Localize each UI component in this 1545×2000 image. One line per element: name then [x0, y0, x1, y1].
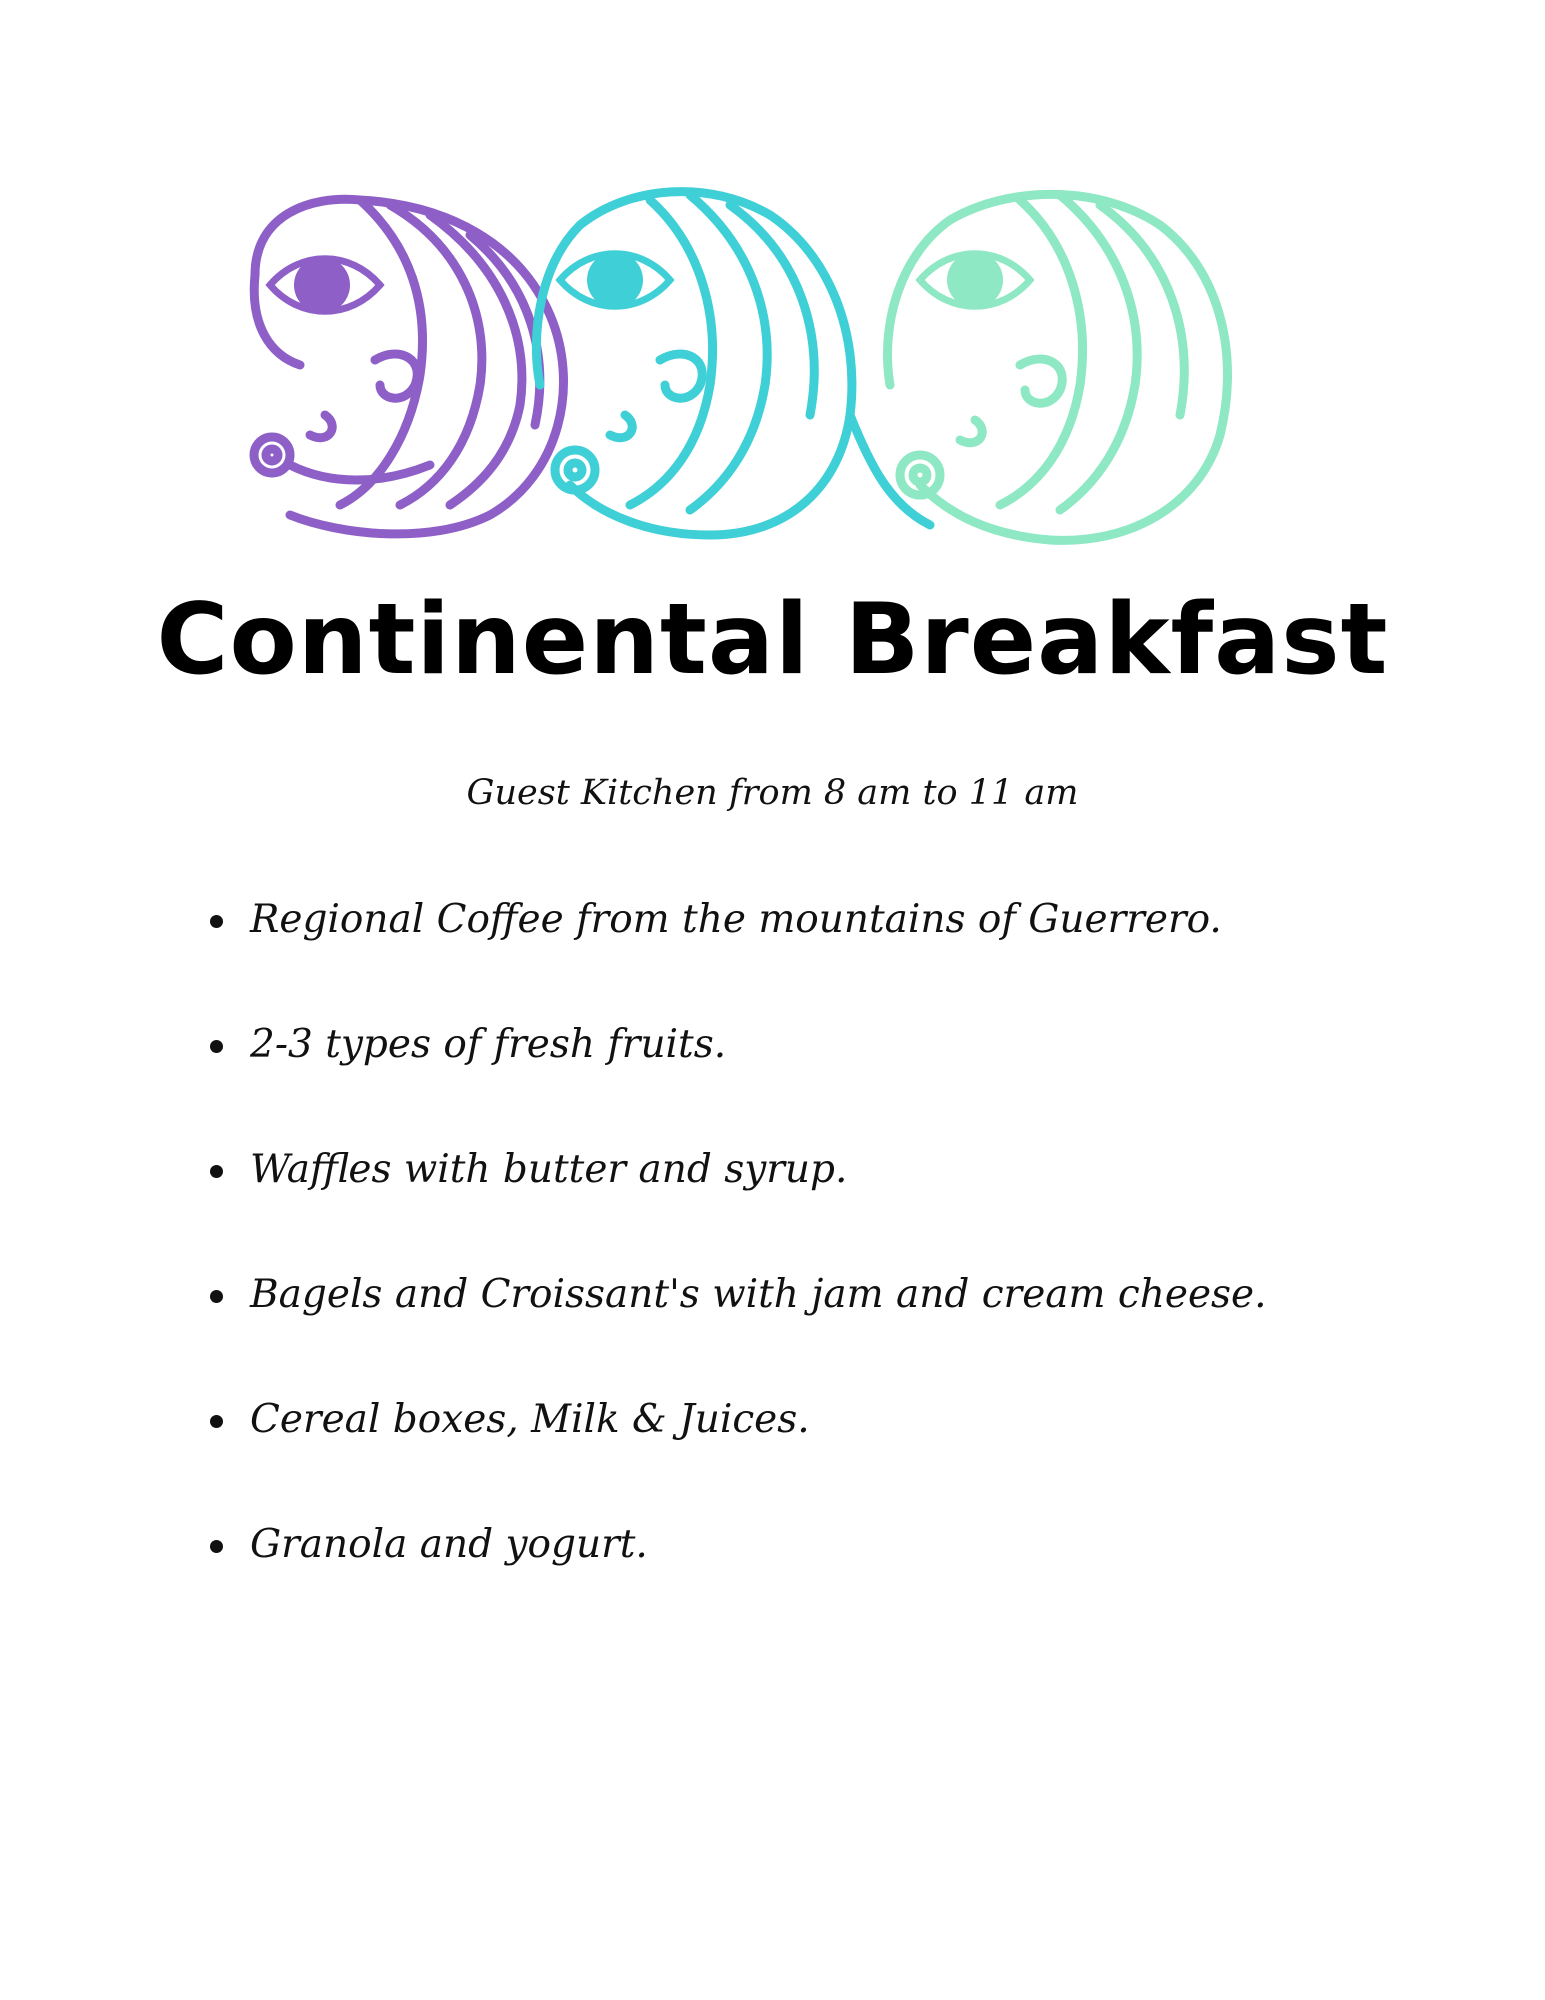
- bullet-icon: [210, 1040, 223, 1053]
- bullet-icon: [210, 915, 223, 928]
- menu-item-label: Regional Coffee from the mountains of Guerrero.: [250, 897, 1222, 942]
- menu-item-label: Granola and yogurt.: [250, 1522, 648, 1567]
- menu-item-label: 2-3 types of fresh fruits.: [250, 1022, 727, 1067]
- page-title: Continental Breakfast: [156, 583, 1389, 697]
- kitchen-hours: Guest Kitchen from 8 am to 11 am: [466, 773, 1079, 813]
- bullet-icon: [210, 1290, 223, 1303]
- pupil-mint-icon: [947, 252, 1003, 308]
- list-item: [200, 1140, 1400, 1265]
- menu-item-label: Bagels and Croissant's with jam and cream cheese.: [250, 1272, 1267, 1317]
- face-purple-icon: [254, 199, 564, 534]
- bullet-icon: [210, 1415, 223, 1428]
- list-item: [200, 1390, 1400, 1515]
- list-item: [200, 1265, 1400, 1390]
- menu-item-label: Waffles with butter and syrup.: [250, 1147, 848, 1192]
- bullet-icon: [210, 1540, 223, 1553]
- three-faces-logo: [230, 185, 1290, 545]
- list-item: [200, 1015, 1400, 1140]
- bullet-icon: [210, 1165, 223, 1178]
- list-item: [200, 1515, 1400, 1640]
- list-item: [200, 890, 1400, 1015]
- pupil-teal-icon: [587, 252, 643, 308]
- menu-item-label: Cereal boxes, Milk & Juices.: [250, 1397, 810, 1442]
- face-mint-icon: [888, 194, 1228, 540]
- pupil-purple-icon: [294, 257, 350, 313]
- breakfast-menu-list: [200, 890, 1400, 1640]
- face-teal-icon: [536, 192, 930, 535]
